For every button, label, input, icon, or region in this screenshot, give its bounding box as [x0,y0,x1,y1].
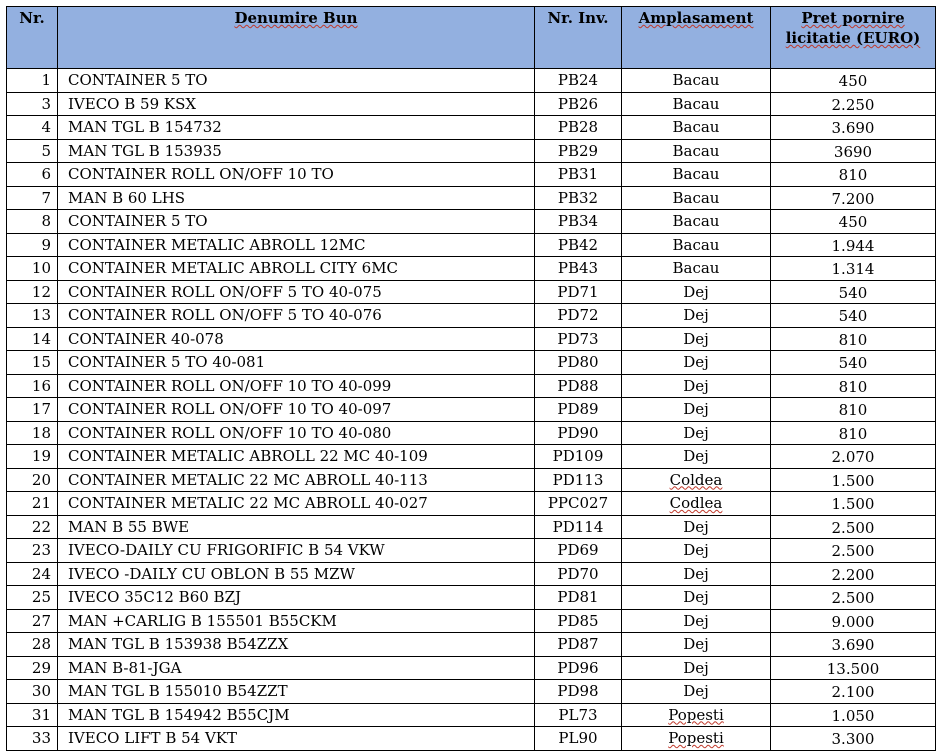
cell-price: 810 [771,327,936,351]
cell-location: Bacau [622,116,771,140]
cell-inv: PL73 [535,703,622,727]
cell-inv: PD85 [535,609,622,633]
cell-nr: 3 [7,92,58,116]
cell-nr: 31 [7,703,58,727]
table-row [7,656,936,680]
cell-nr: 20 [7,468,58,492]
table-row [7,69,936,93]
cell-inv: PD89 [535,398,622,422]
cell-inv: PL90 [535,727,622,751]
cell-location: Dej [622,351,771,375]
cell-name: MAN TGL B 153935 [58,139,535,163]
cell-price: 3.690 [771,633,936,657]
header-location: Amplasament [622,7,771,69]
cell-name: MAN B 60 LHS [58,186,535,210]
cell-inv: PD98 [535,680,622,704]
cell-inv: PB24 [535,69,622,93]
cell-nr: 6 [7,163,58,187]
table-row [7,374,936,398]
table-row [7,562,936,586]
cell-inv: PB34 [535,210,622,234]
cell-location: Dej [622,515,771,539]
cell-location: Bacau [622,257,771,281]
cell-name: MAN B-81-JGA [58,656,535,680]
cell-name: CONTAINER 5 TO 40-081 [58,351,535,375]
cell-nr: 24 [7,562,58,586]
table-row [7,633,936,657]
table-row [7,92,936,116]
cell-price: 3.300 [771,727,936,751]
cell-inv: PD90 [535,421,622,445]
cell-inv: PD80 [535,351,622,375]
cell-price: 2.250 [771,92,936,116]
cell-nr: 15 [7,351,58,375]
cell-price: 3690 [771,139,936,163]
cell-price: 9.000 [771,609,936,633]
table-row [7,210,936,234]
cell-price: 1.500 [771,468,936,492]
cell-price: 1.500 [771,492,936,516]
cell-location: Bacau [622,139,771,163]
table-row [7,727,936,751]
cell-location: Dej [622,280,771,304]
cell-nr: 1 [7,69,58,93]
cell-nr: 22 [7,515,58,539]
cell-name: CONTAINER 5 TO [58,210,535,234]
cell-price: 810 [771,374,936,398]
cell-location: Dej [622,398,771,422]
cell-location: Bacau [622,233,771,257]
cell-name: CONTAINER METALIC 22 MC ABROLL 40-113 [58,468,535,492]
header-price: Pret pornire licitatie (EURO) [771,7,936,69]
table-row [7,421,936,445]
cell-location: Popesti [622,703,771,727]
cell-price: 2.500 [771,539,936,563]
cell-location: Dej [622,445,771,469]
cell-inv: PB43 [535,257,622,281]
cell-nr: 19 [7,445,58,469]
cell-price: 2.100 [771,680,936,704]
header-name: Denumire Bun [58,7,535,69]
table-row [7,116,936,140]
cell-location: Popesti [622,727,771,751]
cell-inv: PB28 [535,116,622,140]
cell-inv: PD87 [535,633,622,657]
cell-inv: PD88 [535,374,622,398]
cell-name: CONTAINER ROLL ON/OFF 5 TO 40-075 [58,280,535,304]
cell-name: IVECO 35C12 B60 BZJ [58,586,535,610]
cell-location: Bacau [622,186,771,210]
cell-location: Dej [622,421,771,445]
cell-inv: PD114 [535,515,622,539]
cell-price: 1.050 [771,703,936,727]
cell-name: CONTAINER ROLL ON/OFF 10 TO 40-080 [58,421,535,445]
cell-price: 2.500 [771,515,936,539]
cell-nr: 13 [7,304,58,328]
cell-inv: PD69 [535,539,622,563]
cell-nr: 8 [7,210,58,234]
table-row [7,304,936,328]
cell-name: CONTAINER METALIC ABROLL CITY 6MC [58,257,535,281]
table-row [7,703,936,727]
cell-location: Bacau [622,69,771,93]
cell-price: 540 [771,351,936,375]
cell-nr: 16 [7,374,58,398]
cell-price: 2.070 [771,445,936,469]
cell-nr: 30 [7,680,58,704]
cell-inv: PPC027 [535,492,622,516]
cell-location: Dej [622,562,771,586]
cell-name: CONTAINER METALIC 22 MC ABROLL 40-027 [58,492,535,516]
cell-location: Dej [622,327,771,351]
cell-nr: 25 [7,586,58,610]
cell-name: MAN TGL B 154942 B55CJM [58,703,535,727]
cell-location: Dej [622,539,771,563]
cell-nr: 23 [7,539,58,563]
cell-inv: PD109 [535,445,622,469]
cell-nr: 7 [7,186,58,210]
cell-inv: PD71 [535,280,622,304]
cell-price: 3.690 [771,116,936,140]
cell-name: IVECO -DAILY CU OBLON B 55 MZW [58,562,535,586]
cell-name: IVECO LIFT B 54 VKT [58,727,535,751]
cell-price: 1.944 [771,233,936,257]
cell-inv: PD81 [535,586,622,610]
cell-location: Dej [622,633,771,657]
cell-location: Dej [622,680,771,704]
cell-price: 1.314 [771,257,936,281]
table-row [7,539,936,563]
table-row [7,139,936,163]
cell-nr: 27 [7,609,58,633]
cell-location: Dej [622,656,771,680]
cell-nr: 18 [7,421,58,445]
cell-nr: 4 [7,116,58,140]
cell-price: 13.500 [771,656,936,680]
header-nr: Nr. [7,7,58,69]
table-row [7,492,936,516]
table-row [7,327,936,351]
cell-price: 450 [771,69,936,93]
table-row [7,586,936,610]
cell-name: CONTAINER ROLL ON/OFF 5 TO 40-076 [58,304,535,328]
cell-location: Coldea [622,468,771,492]
cell-nr: 5 [7,139,58,163]
table-row [7,186,936,210]
cell-name: IVECO B 59 KSX [58,92,535,116]
cell-location: Bacau [622,210,771,234]
cell-location: Dej [622,609,771,633]
table-row [7,680,936,704]
cell-inv: PB42 [535,233,622,257]
cell-nr: 12 [7,280,58,304]
cell-nr: 9 [7,233,58,257]
cell-location: Bacau [622,163,771,187]
cell-price: 810 [771,421,936,445]
cell-name: MAN +CARLIG B 155501 B55CKM [58,609,535,633]
cell-inv: PB26 [535,92,622,116]
cell-location: Bacau [622,92,771,116]
cell-name: MAN TGL B 155010 B54ZZT [58,680,535,704]
cell-name: CONTAINER ROLL ON/OFF 10 TO 40-099 [58,374,535,398]
cell-name: CONTAINER ROLL ON/OFF 10 TO [58,163,535,187]
cell-inv: PB31 [535,163,622,187]
table-row [7,398,936,422]
cell-price: 810 [771,398,936,422]
cell-price: 450 [771,210,936,234]
header-inv: Nr. Inv. [535,7,622,69]
cell-inv: PD73 [535,327,622,351]
cell-price: 540 [771,304,936,328]
cell-nr: 28 [7,633,58,657]
table-body [7,69,936,751]
cell-name: MAN TGL B 154732 [58,116,535,140]
cell-nr: 14 [7,327,58,351]
header-row [7,7,936,69]
table-row [7,233,936,257]
cell-inv: PD96 [535,656,622,680]
table-row [7,468,936,492]
cell-price: 2.500 [771,586,936,610]
cell-location: Codlea [622,492,771,516]
cell-price: 7.200 [771,186,936,210]
cell-inv: PD72 [535,304,622,328]
cell-inv: PB29 [535,139,622,163]
cell-nr: 33 [7,727,58,751]
cell-name: MAN TGL B 153938 B54ZZX [58,633,535,657]
cell-location: Dej [622,304,771,328]
cell-nr: 21 [7,492,58,516]
cell-name: CONTAINER METALIC ABROLL 22 MC 40-109 [58,445,535,469]
cell-nr: 29 [7,656,58,680]
cell-name: CONTAINER ROLL ON/OFF 10 TO 40-097 [58,398,535,422]
table-row [7,163,936,187]
cell-inv: PD113 [535,468,622,492]
table-row [7,280,936,304]
cell-name: MAN B 55 BWE [58,515,535,539]
cell-price: 2.200 [771,562,936,586]
auction-assets-table [6,6,936,751]
cell-price: 810 [771,163,936,187]
cell-inv: PD70 [535,562,622,586]
cell-name: CONTAINER METALIC ABROLL 12MC [58,233,535,257]
cell-name: CONTAINER 5 TO [58,69,535,93]
cell-price: 540 [771,280,936,304]
cell-name: IVECO-DAILY CU FRIGORIFIC B 54 VKW [58,539,535,563]
cell-name: CONTAINER 40-078 [58,327,535,351]
table-row [7,445,936,469]
cell-location: Dej [622,374,771,398]
cell-nr: 17 [7,398,58,422]
table-row [7,609,936,633]
cell-location: Dej [622,586,771,610]
table-row [7,257,936,281]
table-row [7,351,936,375]
cell-inv: PB32 [535,186,622,210]
table-row [7,515,936,539]
cell-nr: 10 [7,257,58,281]
